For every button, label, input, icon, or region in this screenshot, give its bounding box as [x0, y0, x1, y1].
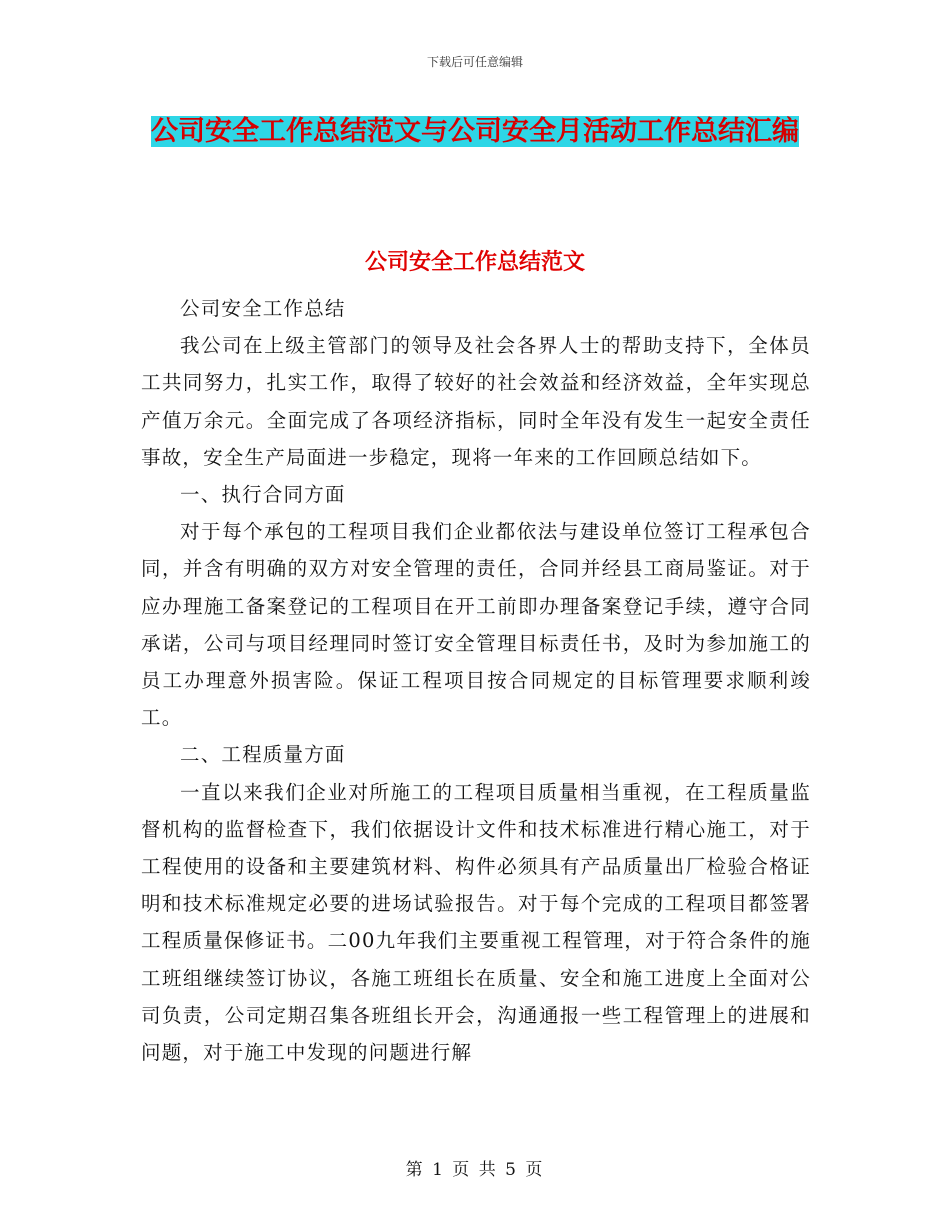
paragraph: 对于每个承包的工程项目我们企业都依法与建设单位签订工程承包合同，并含有明确的双方对安全管理的责任，合同并经县工商局鉴证。对于应办理施工备案登记的工程项目在开工前即办理备案登记手续，遵守合同承诺，公司与项目经理同时签订安全管理目标责任书，及时为参加施工的员工办理意外损害险。保证工程项目按合同规定的目标管理要求顺利竣工。: [141, 520, 811, 730]
paragraph: 公司安全工作总结: [180, 297, 346, 320]
document-body: [141, 290, 811, 1071]
page-number: 第 1 页 共 5 页: [405, 1160, 545, 1180]
paragraph: 二、工程质量方面: [180, 743, 346, 767]
page-header-note: 下载后可任意编辑: [426, 55, 523, 69]
paragraph: 一、执行合同方面: [180, 483, 346, 507]
paragraph: 我公司在上级主管部门的领导及社会各界人士的帮助支持下，全体员工共同努力，扎实工作，取得了较好的社会效益和经济效益，全年实现总产值万余元。全面完成了各项经济指标，同时全年没有发生一起安全责任事故，安全生产局面进一步稳定，现将一年来的工作回顾总结如下。: [141, 334, 811, 469]
paragraph: 一直以来我们企业对所施工的工程项目质量相当重视，在工程质量监督机构的监督检查下，我们依据设计文件和技术标准进行精心施工，对于工程使用的设备和主要建筑材料、构件必须具有产品质量出厂检验合格证明和技术标准规定必要的进场试验报告。对于每个完成的工程项目都签署工程质量保修证书。二00九年我们主要重视工程管理，对于符合条件的施工班组继续签订协议，各施工班组长在质量、安全和施工进度上全面对公司负责，公司定期召集各班组长开会，沟通通报一些工程管理上的进展和问题，对于施工中发现的问题进行解: [141, 780, 811, 1065]
section-title: 公司安全工作总结范文: [364, 250, 585, 275]
document-title: [140, 108, 810, 156]
document-title-text: 公司安全工作总结范文与公司安全月活动工作总结汇编: [151, 116, 799, 147]
